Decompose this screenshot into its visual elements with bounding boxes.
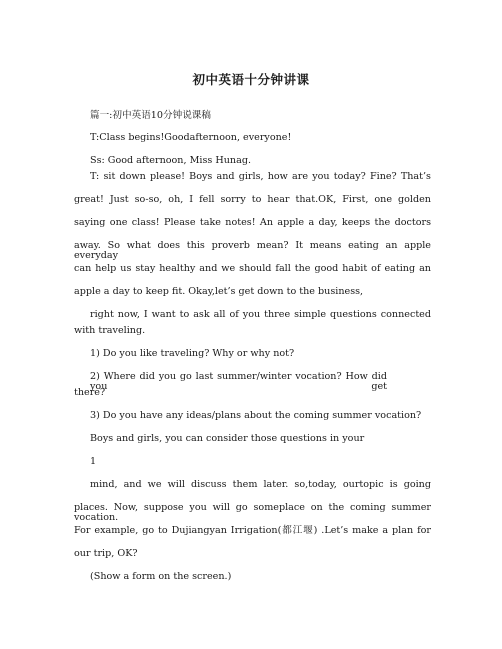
text-line: T:Class begins!Goodafternoon, everyone! [90,132,292,143]
text-line: T: sit down please! Boys and girls, how are you today? Fine? That’s [90,171,431,182]
document-title: 初中英语十分钟讲课 [192,72,310,87]
text-line: right now, I want to ask all of you three simple questions connected [90,309,431,320]
list-item: 1) Do you like traveling? Why or why not? [90,348,295,359]
text-line: apple a day to keep fit. Okay,let’s get down to the business, [74,286,364,297]
text-line: away. So what does this proverb mean? It means eating an apple everyday [74,240,431,261]
text-line: For example, go to Dujiangyan Irrigation(都江堰) .Let’s make a plan for [74,525,431,536]
text-line: Boys and girls, you can consider those questions in your [90,433,365,444]
text-line: great! Just so-so, oh, I fell sorry to hear that.OK, First, one golden [74,194,431,205]
section-heading: 篇一:初中英语10分钟说课稿 [90,110,211,121]
text-line: there? [74,387,106,398]
text-line: with traveling. [74,325,146,336]
page-number: 1 [90,456,97,467]
text-line: mind, and we will discuss them later. so,today, ourtopic is going [90,479,431,490]
list-item: 2) Where did you go last summer/winter vocation? How did you get [90,371,387,392]
text-line: places. Now, suppose you will go someplace on the coming summer vocation. [74,502,431,523]
text-line: (Show a form on the screen.) [90,571,232,582]
text-line: Ss: Good afternoon, Miss Hunag. [90,155,252,166]
text-line: our trip, OK? [74,548,138,559]
text-line: saying one class! Please take notes! An apple a day, keeps the doctors [74,217,431,228]
text-line: can help us stay healthy and we should fall the good habit of eating an [74,263,431,274]
list-item: 3) Do you have any ideas/plans about the coming summer vocation? [90,410,422,421]
